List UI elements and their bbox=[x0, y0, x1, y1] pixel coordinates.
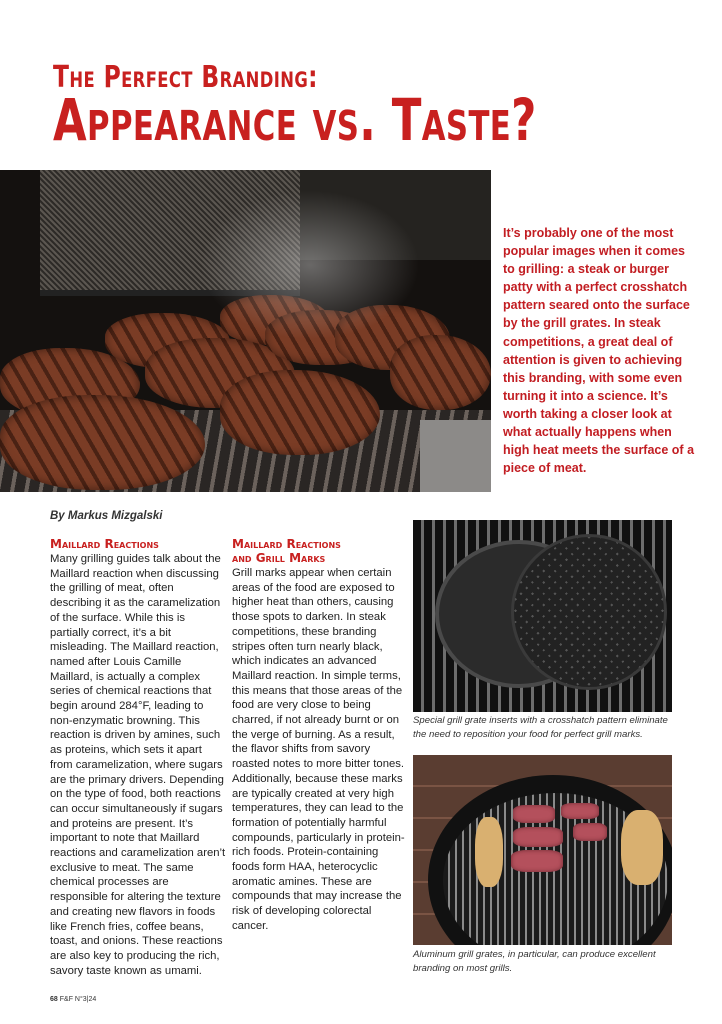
section-body-maillard: Many grilling guides talk about the Maillard reaction when discussing the grilling of meat, often describing it as the caramelization of the surface. While this is partially correct, it’s a bit misleading. The Maillard reaction, named after Louis Camille Maillard, is actually a complex series of chemical reactions that begin around 284°F, leading to non-enzymatic browning. This reaction is driven by amines, such as proteins, which sets it apart from caramelization, where sugars are the primary drivers. Depending on the type of food, both reactions can occur simultaneously if sugars and proteins are present. It’s important to note that Maillard reactions and caramelization aren’t exclusive to meat. The same chemical processes are responsible for altering the texture and creating new flavors in foods like French fries, coffee beans, toast, and onions. These reactions are also key to producing the rich, savory taste known as umami. bbox=[50, 553, 226, 977]
heading-line-1: Maillard Reactions bbox=[232, 537, 341, 551]
meat-piece bbox=[573, 823, 607, 841]
section-body-grill-marks: Grill marks appear when certain areas of the food are exposed to higher heat than others, causing those spots to darken. In steak competitions, these branding stripes often turn nearly black, which indicates an advanced Maillard reaction. In simple terms, this means that those areas of the food are very close to being charred, if not already burnt or on the verge of burning. As a result, the flavor shifts from savory roasted notes to more bitter tones. Additionally, because these marks are typically created at very high temperatures, they can lead to the formation of potentially harmful compounds, particularly in protein-rich foods. Protein-containing foods form HAA, heterocyclic aromatic amines. These are compounds that may increase the risk of developing colorectal cancer. bbox=[232, 567, 405, 932]
steak bbox=[0, 395, 205, 490]
intro-text: It’s probably one of the most popular images when it comes to grilling: a steak or burger patty with a perfect crosshatch pattern seared onto the surface by the grill grates. In steak competitions, a great deal of attention is given to achieving this branding, with some even turning it into a science. It’s worth taking a closer look at what actually happens when high heat meets the surface of a piece of meat. bbox=[503, 226, 695, 476]
bread-left bbox=[475, 817, 503, 887]
title-line-2: Appearance vs. Taste? bbox=[53, 86, 537, 154]
steak bbox=[390, 335, 491, 410]
section-heading-maillard: Maillard Reactions bbox=[50, 537, 159, 551]
column-maillard-reactions bbox=[50, 537, 226, 978]
aluminum-grate-photo bbox=[413, 755, 672, 945]
grill-side-rail bbox=[420, 420, 491, 492]
meat-piece bbox=[513, 805, 555, 823]
hero-grill-photo bbox=[0, 170, 491, 492]
column-grill-marks bbox=[232, 537, 408, 934]
title-line-1: The Perfect Branding: bbox=[53, 60, 318, 95]
meat-piece bbox=[561, 803, 599, 819]
heading-line-2: and Grill Marks bbox=[232, 551, 326, 565]
crosshatch-grate-insert bbox=[511, 534, 667, 690]
caption-aluminum-grates: Aluminum grill grates, in particular, can produce excellent branding on most grills. bbox=[413, 949, 656, 974]
meat-piece bbox=[513, 827, 563, 847]
page-number: 68 bbox=[50, 996, 58, 1003]
smoke bbox=[200, 190, 420, 340]
meat-piece bbox=[511, 850, 563, 872]
issue-label: F&F N°3|24 bbox=[59, 996, 97, 1003]
byline: By Markus Mizgalski bbox=[50, 510, 163, 522]
caption-grate-inserts: Special grill grate inserts with a crosshatch pattern eliminate the need to reposition your food for perfect grill marks. bbox=[413, 715, 668, 740]
section-heading-grill-marks bbox=[232, 537, 408, 565]
bread-right bbox=[621, 810, 663, 885]
grate-insert-photo bbox=[413, 520, 672, 712]
steak bbox=[220, 370, 380, 455]
footer bbox=[50, 996, 96, 1003]
